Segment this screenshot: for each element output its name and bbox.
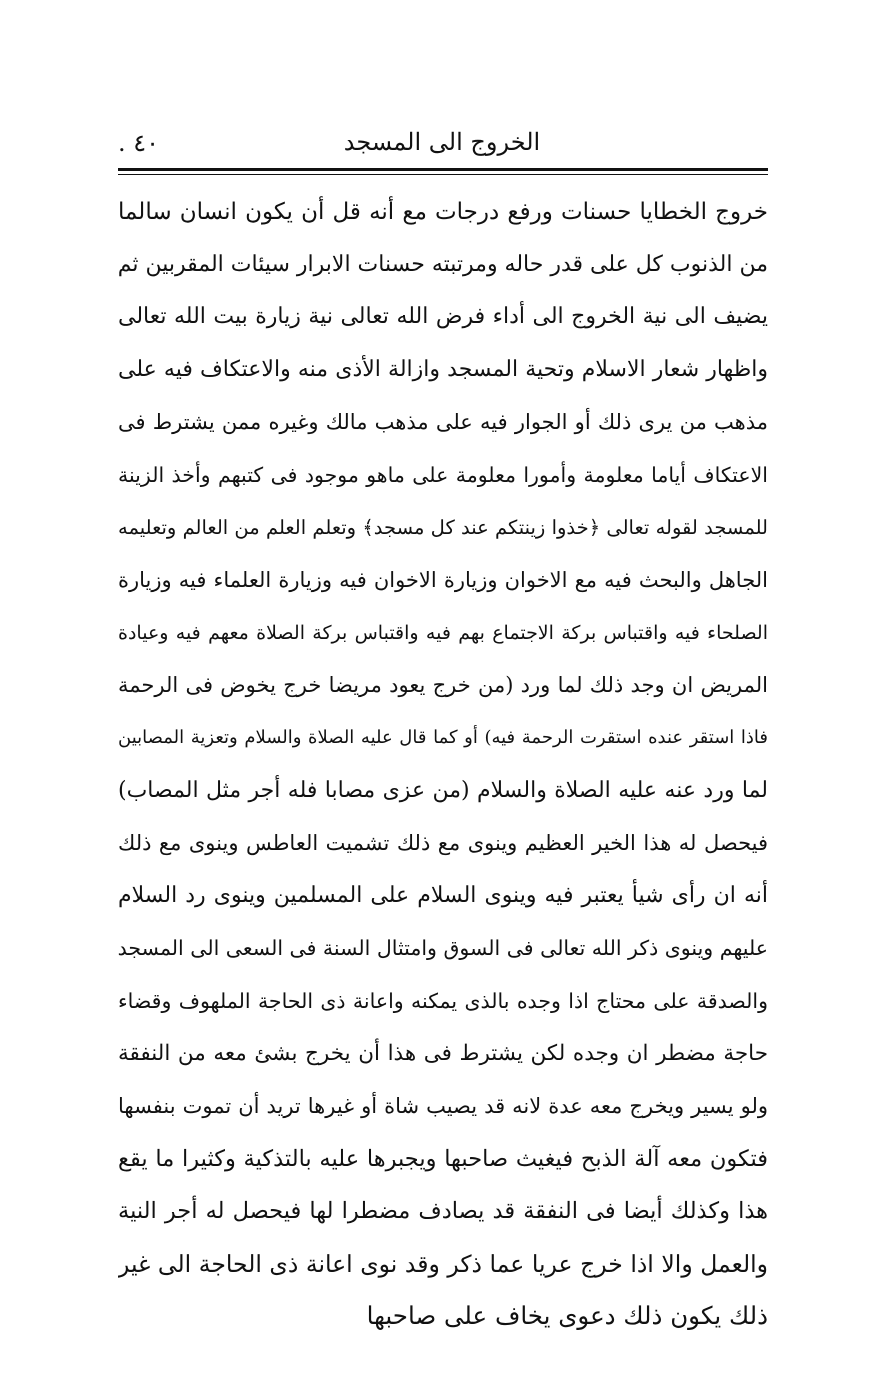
text-line: فتكون معه آلة الذبح فيغيث صاحبها ويجبرها عليه بالتذكية وكثيرا ما يقع bbox=[118, 1145, 768, 1172]
text-line: حاجة مضطر ان وجده لكن يشترط فى هذا أن يخرج بشئ معه من النفقة bbox=[118, 1040, 768, 1066]
text-line: والعمل والا اذا خرج عريا عما ذكر وقد نوى اعانة ذى الحاجة الى غير bbox=[118, 1249, 768, 1278]
text-line: أنه ان رأى شيأ يعتبر فيه وينوى السلام على المسلمين وينوى رد السلام bbox=[118, 882, 768, 908]
text-line: عليهم وينوى ذكر الله تعالى فى السوق وامتثال السنة فى السعى الى المسجد bbox=[118, 936, 768, 961]
text-line: المريض ان وجد ذلك لما ورد (من خرج يعود مريضا خرج يخوض فى الرحمة bbox=[118, 673, 768, 698]
text-line: ولو يسير ويخرج معه عدة لانه قد يصيب شاة أو غيرها تريد أن تموت بنفسها bbox=[118, 1094, 768, 1119]
header-rule-thin bbox=[118, 174, 768, 175]
text-line: فاذا استقر عنده استقرت الرحمة فيه) أو كما قال عليه الصلاة والسلام وتعزية المصابين bbox=[118, 726, 768, 748]
page-number: ٤٠ . bbox=[118, 129, 160, 157]
text-line: لما ورد عنه عليه الصلاة والسلام (من عزى مصابا فله أجر مثل المصاب) bbox=[118, 777, 768, 803]
text-line: يضيف الى نية الخروج الى أداء فرض الله تعالى نية زيارة بيت الله تعالى bbox=[118, 304, 768, 330]
text-line: والصدقة على محتاج اذا وجده بالذى يمكنه واعانة ذى الحاجة الملهوف وقضاء bbox=[118, 988, 768, 1013]
text-line: فيحصل له هذا الخير العظيم وينوى مع ذلك تشميت العاطس وينوى مع ذلك bbox=[118, 831, 768, 856]
header-rule-thick bbox=[118, 168, 768, 171]
text-line: واظهار شعار الاسلام وتحية المسجد وازالة الأذى منه والاعتكاف فيه على bbox=[118, 356, 768, 382]
text-line: من الذنوب كل على قدر حاله ومرتبته حسنات الابرار سيئات المقربين ثم bbox=[118, 251, 768, 277]
page-header bbox=[118, 120, 766, 164]
text-line: الاعتكاف أياما معلومة وأمورا معلومة على ماهو موجود فى كتبهم وأخذ الزينة bbox=[118, 462, 768, 487]
text-line: خروج الخطايا حسنات ورفع درجات مع أنه قل أن يكون انسان سالما bbox=[118, 199, 768, 225]
text-line-last: ذلك يكون ذلك دعوى يخاف على صاحبها bbox=[366, 1301, 768, 1331]
running-title: الخروج الى المسجد bbox=[343, 128, 541, 156]
text-line: الجاهل والبحث فيه مع الاخوان وزيارة الاخوان فيه وزيارة العلماء فيه وزيارة bbox=[118, 568, 768, 593]
text-line: هذا وكذلك أيضا فى النفقة قد يصادف مضطرا لها فيحصل له أجر النية bbox=[118, 1198, 768, 1225]
text-line: مذهب من يرى ذلك أو الجوار فيه على مذهب مالك وغيره ممن يشترط فى bbox=[118, 410, 768, 435]
text-line: للمسجد لقوله تعالى ﴿خذوا زينتكم عند كل مسجد﴾ وتعلم العلم من العالم وتعليمه bbox=[118, 515, 768, 539]
body-text bbox=[118, 186, 768, 1343]
text-line: الصلحاء فيه واقتباس بركة الاجتماع بهم فيه واقتباس بركة الصلاة معهم فيه وعيادة bbox=[118, 621, 768, 644]
